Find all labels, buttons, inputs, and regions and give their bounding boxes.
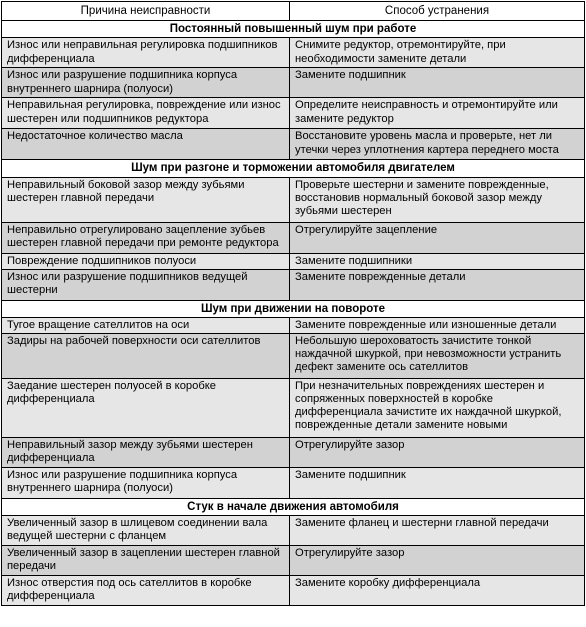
cause-cell: Заедание шестерен полуосей в коробке дифференциала (2, 379, 290, 437)
remedy-cell: Отрегулируйте зазор (295, 438, 405, 451)
table-row (2, 270, 584, 301)
remedy-cell: Восстановите уровень масла и проверьте, нет ли утечки через уплотнения картера переднего моста (295, 130, 559, 156)
remedy-cell: Замените фланец и шестерни главной передачи (295, 517, 549, 530)
cause-cell: Износ или разрушение подшипника корпуса внутреннего шарнира (полуоси) (2, 468, 290, 498)
section-title: Стук в начале движения автомобиля (2, 499, 584, 516)
table-row (2, 516, 584, 546)
table-row (2, 38, 584, 68)
cause-cell: Неправильно отрегулировано зацепление зубьев шестерен главной передачи при ремонте редуктора (2, 223, 290, 253)
cause-cell: Износ или разрушение подшипника корпуса внутреннего шарнира (полуоси) (2, 68, 290, 97)
table-row (2, 178, 584, 223)
cause-cell: Увеличенный зазор в шлицевом соединении вала ведущей шестерни с фланцем (2, 516, 290, 545)
table-row (2, 129, 584, 160)
cause-cell: Износ или неправильная регулировка подшипников дифференциала (2, 38, 290, 67)
troubleshooting-table (1, 1, 585, 606)
remedy-cell: Замените поврежденные детали (295, 270, 466, 283)
table-row (2, 334, 584, 379)
section-title: Постоянный повышенный шум при работе (2, 21, 584, 38)
section-title: Шум при разгоне и торможении автомобиля двигателем (2, 160, 584, 177)
cause-cell: Износ или разрушение подшипников ведущей шестерни (2, 270, 290, 300)
table-row (2, 468, 584, 499)
header-cause: Причина неисправности (2, 2, 290, 20)
remedy-cell: Снимите редуктор, отремонтируйте, при необходимости замените детали (295, 39, 506, 65)
table-row (2, 318, 584, 334)
table-row (2, 68, 584, 98)
cause-cell: Неправильный зазор между зубьями шестерен дифференциала (2, 438, 290, 467)
header-remedy: Способ устранения (384, 5, 490, 17)
remedy-cell: Проверьте шестерни и замените поврежденные, восстановив нормальный боковой зазор между зубьями шестерен (295, 178, 549, 218)
table-row (2, 546, 584, 576)
cause-cell: Задиры на рабочей поверхности оси сателлитов (2, 334, 290, 378)
remedy-cell: Замените подшипник (295, 468, 406, 481)
cause-cell: Неправильный боковой зазор между зубьями шестерен главной передачи (2, 178, 290, 222)
table-header (2, 2, 584, 21)
remedy-cell: Замените подшипник (295, 69, 406, 82)
table-row (2, 438, 584, 468)
remedy-cell: Отрегулируйте зацепление (295, 223, 438, 236)
remedy-cell: Определите неисправность и отремонтируйте или замените редуктор (295, 99, 558, 125)
remedy-cell: Отрегулируйте зазор (295, 547, 405, 560)
table-row (2, 576, 584, 605)
remedy-cell: Замените поврежденные или изношенные детали (295, 318, 557, 331)
remedy-cell: Замените подшипники (295, 254, 413, 267)
table-row (2, 254, 584, 270)
table-row (2, 379, 584, 438)
table-row (2, 223, 584, 254)
cause-cell: Неправильная регулировка, повреждение или износ шестерен или подшипников редуктора (2, 98, 290, 128)
remedy-cell: При незначительных повреждениях шестерен и сопряженных поверхностей в коробке дифференциала зачистите их наждачной шкуркой, поврежденные детали замените новыми (295, 379, 562, 432)
cause-cell: Тугое вращение сателлитов на оси (2, 318, 290, 333)
cause-cell: Износ отверстия под ось сателлитов в коробке дифференциала (2, 576, 290, 605)
cause-cell: Повреждение подшипников полуоси (2, 254, 290, 269)
cause-cell: Увеличенный зазор в зацеплении шестерен главной передачи (2, 546, 290, 575)
section-title: Шум при движении на повороте (2, 301, 584, 318)
cause-cell: Недостаточное количество масла (2, 129, 290, 159)
remedy-cell: Замените коробку дифференциала (295, 577, 481, 590)
remedy-cell: Небольшую шероховатость зачистите тонкой наждачной шкуркой, при невозможности устранить дефект замените ось сателлитов (295, 334, 562, 374)
table-row (2, 98, 584, 129)
